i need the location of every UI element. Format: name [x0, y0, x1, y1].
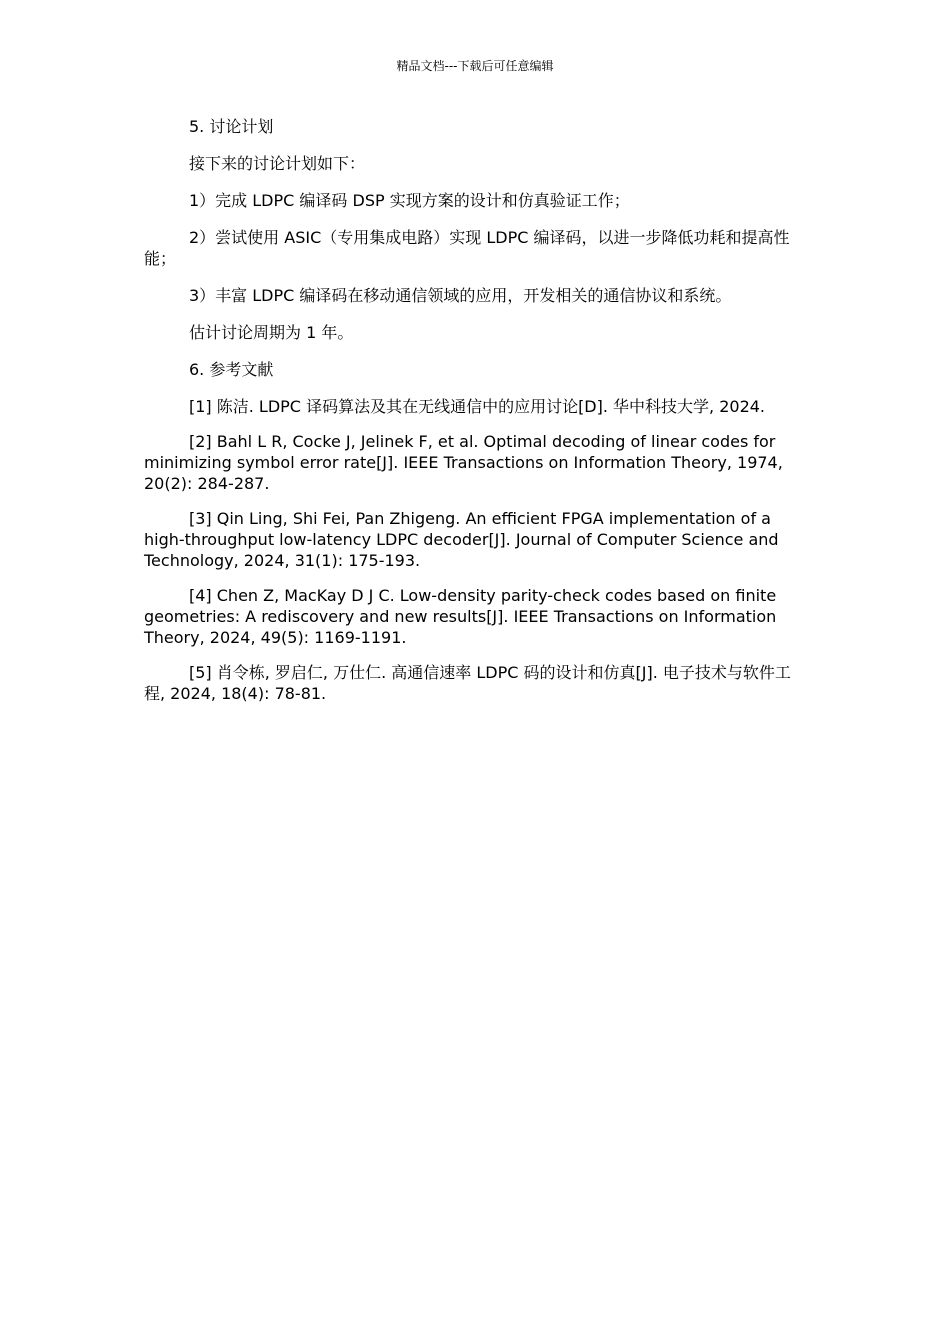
section-heading-plan: 5. 讨论计划 — [189, 117, 274, 136]
section-heading-references: 6. 参考文献 — [189, 360, 274, 379]
plan-item: 2）尝试使用 ASIC（专用集成电路）实现 LDPC 编译码，以进一步降低功耗和提高性能； — [144, 228, 790, 268]
reference-item: [4] Chen Z, MacKay D J C. Low-density parity-check codes based on finite geometries: A rediscovery and new results[J]. IEEE Transactions on Information Theory, 2024, 49(5): 1169-1191. — [144, 586, 777, 647]
plan-period: 估计讨论周期为 1 年。 — [189, 323, 354, 342]
plan-intro: 接下来的讨论计划如下： — [189, 154, 366, 173]
reference-item: [5] 肖令栋, 罗启仁, 万仕仁. 高通信速率 LDPC 码的设计和仿真[J]. 电子技术与软件工程, 2024, 18(4): 78-81. — [144, 663, 791, 703]
reference-item: [2] Bahl L R, Cocke J, Jelinek F, et al. Optimal decoding of linear codes for minimizing symbol error rate[J]. IEEE Transactions on Information Theory, 1974, 20(2): 284-287. — [144, 432, 783, 493]
plan-item: 3）丰富 LDPC 编译码在移动通信领域的应用，开发相关的通信协议和系统。 — [189, 286, 732, 305]
page-header: 精品文档---下载后可任意编辑 — [396, 59, 554, 73]
reference-item: [3] Qin Ling, Shi Fei, Pan Zhigeng. An efficient FPGA implementation of a high-throughput low-latency LDPC decoder[J]. Journal of Computer Science and Technology, 2024, 31(1): 175-193. — [144, 509, 779, 570]
reference-item: [1] 陈洁. LDPC 译码算法及其在无线通信中的应用讨论[D]. 华中科技大学, 2024. — [189, 397, 766, 416]
document-body — [144, 116, 810, 718]
plan-item: 1）完成 LDPC 编译码 DSP 实现方案的设计和仿真验证工作； — [189, 191, 630, 210]
